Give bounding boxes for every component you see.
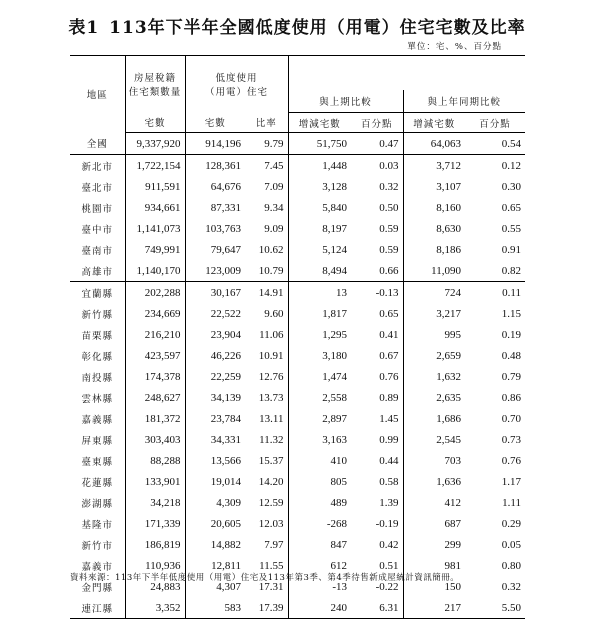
pp-year-cell: 0.80: [501, 559, 522, 572]
region-cell: 新竹縣: [70, 303, 125, 324]
change-year-cell: 64,063: [403, 133, 465, 155]
change-prev-cell: 240: [288, 597, 351, 619]
ratio-cell: 12.59: [245, 492, 288, 513]
ratio-cell: 7.45: [245, 155, 288, 177]
pp-year-cell: 0.70: [501, 412, 522, 425]
change-prev-cell: 1,817: [322, 307, 348, 320]
tax-houses-cell: 423,597: [125, 345, 185, 366]
pp-year-cell: 1.11: [502, 496, 522, 509]
region-cell: 宜蘭縣: [70, 282, 125, 304]
header-row-1: [70, 56, 525, 91]
unit-note: 單位：宅、%、百分點: [407, 42, 502, 52]
low-use-houses-cell: 123,009: [185, 260, 245, 282]
pp-year-cell: 0.30: [501, 180, 522, 193]
low-use-houses-cell: 19,014: [210, 475, 241, 488]
change-prev-cell: 8,494: [288, 260, 351, 282]
region-cell: 新北市: [70, 155, 125, 177]
low-use-houses-cell: 13,566: [210, 454, 241, 467]
region-cell: 花蓮縣: [70, 471, 125, 492]
ratio-cell: 15.37: [245, 450, 288, 471]
pp-year-cell: 0.55: [501, 222, 522, 235]
change-year-cell: 703: [444, 454, 462, 467]
region-cell: 雲林縣: [70, 387, 125, 408]
pp-year-cell: 0.91: [501, 243, 522, 256]
tax-houses-cell: 181,372: [125, 408, 185, 429]
pp-year-cell: 0.48: [501, 349, 522, 362]
low-use-houses-cell: 22,259: [210, 370, 241, 383]
pp-year-cell: 0.73: [501, 433, 522, 446]
low-use-houses-cell: 87,331: [210, 201, 241, 214]
low-use-houses-cell: 4,309: [216, 496, 241, 509]
pp-prev-cell: 0.76: [351, 366, 403, 387]
change-year-cell: 995: [444, 328, 462, 341]
tax-houses-cell: 1,722,154: [125, 155, 185, 177]
table-row: [70, 324, 525, 345]
pp-year-cell: 5.50: [465, 597, 525, 619]
change-year-cell: 724: [444, 286, 462, 299]
table-row: [70, 408, 525, 429]
table-row: [70, 303, 525, 324]
pp-year-cell: 0.12: [501, 159, 522, 172]
pp-prev-cell: 0.58: [351, 471, 403, 492]
low-use-houses-cell: 23,784: [210, 412, 241, 425]
ratio-cell: 10.79: [245, 260, 288, 282]
ratio-cell: 17.39: [245, 597, 288, 619]
region-cell: 臺中市: [70, 218, 125, 239]
ratio-cell: 9.09: [245, 218, 288, 239]
ratio-cell: 7.97: [245, 534, 288, 555]
pp-prev-cell: 0.50: [351, 197, 403, 218]
tax-houses-cell: 749,991: [125, 239, 185, 260]
pp-prev-cell: 1.39: [351, 492, 403, 513]
pp-prev-cell: 0.59: [351, 239, 403, 260]
pp-year-cell: 0.86: [501, 391, 522, 404]
pp-year-cell: 0.05: [501, 538, 522, 551]
table-row: [70, 345, 525, 366]
change-year-cell: 299: [444, 538, 462, 551]
pp-year-cell: 0.65: [501, 201, 522, 214]
region-cell: 臺南市: [70, 239, 125, 260]
region-cell: 屏東縣: [70, 429, 125, 450]
low-use-houses-cell: 46,226: [210, 349, 241, 362]
change-year-cell: 8,630: [436, 222, 462, 235]
tax-houses-cell: 110,936: [125, 555, 185, 576]
low-use-houses-cell: 79,647: [210, 243, 241, 256]
tax-houses-cell: 34,218: [125, 492, 185, 513]
region-cell: 臺東縣: [70, 450, 125, 471]
pp-prev-cell: 0.47: [351, 133, 403, 155]
pp-prev-cell: 0.66: [351, 260, 403, 282]
change-prev-cell: 3,163: [322, 433, 348, 446]
header-change-prev: 增減宅數: [288, 113, 351, 133]
low-use-houses-cell: 4,307: [216, 580, 241, 593]
region-cell: 嘉義市: [70, 555, 125, 576]
change-year-cell: 412: [444, 496, 462, 509]
change-prev-cell: 2,558: [322, 391, 348, 404]
ratio-cell: 11.55: [245, 555, 288, 576]
header-tax-house: [125, 56, 185, 113]
change-prev-cell: 3,128: [322, 180, 348, 193]
change-prev-cell: -268: [326, 517, 348, 530]
pp-prev-cell: -0.22: [351, 576, 403, 597]
table-row: [70, 282, 525, 304]
change-prev-cell: 410: [330, 454, 348, 467]
low-use-houses-cell: 12,811: [211, 559, 241, 572]
header-pp-year: 百分點: [465, 113, 525, 133]
ratio-cell: 17.31: [245, 576, 288, 597]
pp-year-cell: 1.17: [501, 475, 522, 488]
ratio-cell: 10.91: [245, 345, 288, 366]
header-row-3: [70, 113, 525, 133]
ratio-cell: 14.91: [245, 282, 288, 304]
header-low-use-line2: （用電）住宅: [205, 87, 269, 99]
tax-houses-cell: 171,339: [125, 513, 185, 534]
pp-year-cell: 0.19: [501, 328, 522, 341]
low-use-houses-cell: 34,331: [210, 433, 241, 446]
header-low-use: [185, 56, 288, 113]
change-prev-cell: 8,197: [322, 222, 348, 235]
change-prev-cell: 805: [330, 475, 348, 488]
tax-houses-cell: 911,591: [125, 176, 185, 197]
change-year-cell: 2,635: [436, 391, 462, 404]
tax-houses-cell: 133,901: [125, 471, 185, 492]
tax-houses-cell: 1,140,170: [125, 260, 185, 282]
header-ratio: 比率: [245, 113, 288, 133]
ratio-cell: 12.03: [245, 513, 288, 534]
change-year-cell: 981: [444, 559, 462, 572]
change-year-cell: 3,217: [436, 307, 462, 320]
header-region: 地區: [70, 56, 125, 133]
tax-houses-cell: 186,819: [125, 534, 185, 555]
ratio-cell: 11.32: [245, 429, 288, 450]
pp-year-cell: 1.15: [501, 307, 522, 320]
tax-houses-cell: 9,337,920: [125, 133, 185, 155]
header-prev-period: 與上期比較: [288, 90, 403, 113]
table-row: [70, 155, 525, 177]
table-row: [70, 218, 525, 239]
pp-prev-cell: 0.42: [351, 534, 403, 555]
header-tax-house-line2: 住宅類數量: [128, 87, 182, 99]
source-note: 資料來源：113年下半年低度使用（用電）住宅及113年第3季、第4季待售新成屋統計資訊簡冊。: [70, 573, 460, 583]
ratio-cell: 9.79: [245, 133, 288, 155]
change-prev-cell: 51,750: [288, 133, 351, 155]
region-cell: 桃園市: [70, 197, 125, 218]
region-cell: 高雄市: [70, 260, 125, 282]
pp-prev-cell: 0.89: [351, 387, 403, 408]
header-houses: 宅數: [125, 113, 185, 133]
pp-prev-cell: 6.31: [351, 597, 403, 619]
change-year-cell: 150: [444, 580, 462, 593]
pp-prev-cell: 0.99: [351, 429, 403, 450]
change-year-cell: 687: [444, 517, 462, 530]
pp-year-cell: 0.76: [501, 454, 522, 467]
pp-prev-cell: 0.41: [351, 324, 403, 345]
pp-prev-cell: 0.32: [351, 176, 403, 197]
header-low-use-line1: 低度使用: [215, 73, 258, 85]
pp-year-cell: 0.29: [501, 517, 522, 530]
pp-prev-cell: 0.51: [351, 555, 403, 576]
header-prev-year: 與上年同期比較: [403, 90, 525, 113]
pp-prev-cell: -0.13: [351, 282, 403, 304]
pp-year-cell: 0.82: [465, 260, 525, 282]
tax-houses-cell: 234,669: [125, 303, 185, 324]
pp-prev-cell: 0.44: [351, 450, 403, 471]
pp-prev-cell: 0.65: [351, 303, 403, 324]
low-use-houses-cell: 914,196: [185, 133, 245, 155]
table-row: [70, 133, 525, 155]
change-prev-cell: 489: [330, 496, 348, 509]
change-prev-cell: 1,448: [322, 159, 348, 172]
table-row: [70, 513, 525, 534]
table-row: [70, 260, 525, 282]
low-use-houses-cell: 103,763: [205, 222, 241, 235]
ratio-cell: 13.73: [245, 387, 288, 408]
ratio-cell: 7.09: [245, 176, 288, 197]
table-row: [70, 176, 525, 197]
region-cell: 臺北市: [70, 176, 125, 197]
ratio-cell: 9.60: [245, 303, 288, 324]
statistics-table: [70, 55, 525, 619]
table-number: 表1: [68, 18, 100, 38]
ratio-cell: 13.11: [245, 408, 288, 429]
change-prev-cell: 612: [330, 559, 348, 572]
region-cell: 金門縣: [70, 576, 125, 597]
tax-houses-cell: 174,378: [125, 366, 185, 387]
region-cell: 連江縣: [70, 597, 125, 619]
table-row: [70, 387, 525, 408]
region-cell: 澎湖縣: [70, 492, 125, 513]
ratio-cell: 10.62: [245, 239, 288, 260]
low-use-houses-cell: 583: [185, 597, 245, 619]
pp-year-cell: 0.54: [465, 133, 525, 155]
change-prev-cell: 1,474: [322, 370, 348, 383]
pp-prev-cell: 0.67: [351, 345, 403, 366]
low-use-houses-cell: 20,605: [210, 517, 241, 530]
region-cell: 基隆市: [70, 513, 125, 534]
table-row: [70, 492, 525, 513]
tax-houses-cell: 24,883: [125, 576, 185, 597]
table-row: [70, 450, 525, 471]
change-year-cell: 2,545: [436, 433, 462, 446]
tax-houses-cell: 934,661: [125, 197, 185, 218]
table-row: [70, 534, 525, 555]
change-year-cell: 1,636: [436, 475, 462, 488]
change-prev-cell: 13: [336, 286, 348, 299]
tax-houses-cell: 88,288: [125, 450, 185, 471]
low-use-houses-cell: 30,167: [210, 286, 241, 299]
pp-prev-cell: -0.19: [351, 513, 403, 534]
low-use-houses-cell: 34,139: [210, 391, 241, 404]
low-use-houses-cell: 14,882: [210, 538, 241, 551]
tax-houses-cell: 248,627: [125, 387, 185, 408]
region-cell: 嘉義縣: [70, 408, 125, 429]
table-row: [70, 429, 525, 450]
pp-prev-cell: 1.45: [351, 408, 403, 429]
table-row: [70, 366, 525, 387]
change-year-cell: 8,160: [436, 201, 462, 214]
change-year-cell: 217: [403, 597, 465, 619]
low-use-houses-cell: 22,522: [210, 307, 241, 320]
table-body: [70, 133, 525, 619]
change-prev-cell: 5,124: [322, 243, 348, 256]
table-title-text: 113年下半年全國低度使用（用電）住宅宅數及比率: [109, 18, 526, 38]
change-prev-cell: 3,180: [322, 349, 348, 362]
tax-houses-cell: 216,210: [125, 324, 185, 345]
pp-year-cell: 0.32: [501, 580, 522, 593]
table-row: [70, 597, 525, 619]
low-use-houses-cell: 128,361: [205, 159, 241, 172]
region-cell: 南投縣: [70, 366, 125, 387]
region-cell: 彰化縣: [70, 345, 125, 366]
table-row: [70, 197, 525, 218]
header-change-year: 增減宅數: [403, 113, 465, 133]
change-prev-cell: -13: [332, 580, 348, 593]
low-use-houses-cell: 23,904: [210, 328, 241, 341]
change-year-cell: 3,712: [436, 159, 462, 172]
pp-prev-cell: 0.03: [351, 155, 403, 177]
pp-year-cell: 0.79: [501, 370, 522, 383]
region-cell: 新竹市: [70, 534, 125, 555]
tax-houses-cell: 3,352: [125, 597, 185, 619]
tax-houses-cell: 202,288: [125, 282, 185, 304]
header-spacer: [288, 56, 525, 91]
header-tax-house-line1: 房屋稅籍: [133, 73, 176, 85]
change-prev-cell: 1,295: [322, 328, 348, 341]
tax-houses-cell: 303,403: [125, 429, 185, 450]
header-houses-low: 宅數: [185, 113, 245, 133]
ratio-cell: 12.76: [245, 366, 288, 387]
change-year-cell: 1,686: [436, 412, 462, 425]
change-prev-cell: 847: [330, 538, 348, 551]
ratio-cell: 11.06: [245, 324, 288, 345]
change-prev-cell: 2,897: [322, 412, 348, 425]
change-year-cell: 3,107: [436, 180, 462, 193]
region-cell: 苗栗縣: [70, 324, 125, 345]
pp-prev-cell: 0.59: [351, 218, 403, 239]
table-row: [70, 471, 525, 492]
ratio-cell: 14.20: [245, 471, 288, 492]
pp-year-cell: 0.11: [502, 286, 522, 299]
ratio-cell: 9.34: [245, 197, 288, 218]
table-row: [70, 239, 525, 260]
change-year-cell: 1,632: [436, 370, 462, 383]
table-title: [0, 13, 594, 38]
change-year-cell: 2,659: [436, 349, 462, 362]
change-year-cell: 11,090: [403, 260, 465, 282]
region-cell: 全國: [70, 133, 125, 155]
tax-houses-cell: 1,141,073: [125, 218, 185, 239]
change-year-cell: 8,186: [436, 243, 462, 256]
header-pp-prev: 百分點: [351, 113, 403, 133]
change-prev-cell: 5,840: [322, 201, 348, 214]
low-use-houses-cell: 64,676: [210, 180, 241, 193]
